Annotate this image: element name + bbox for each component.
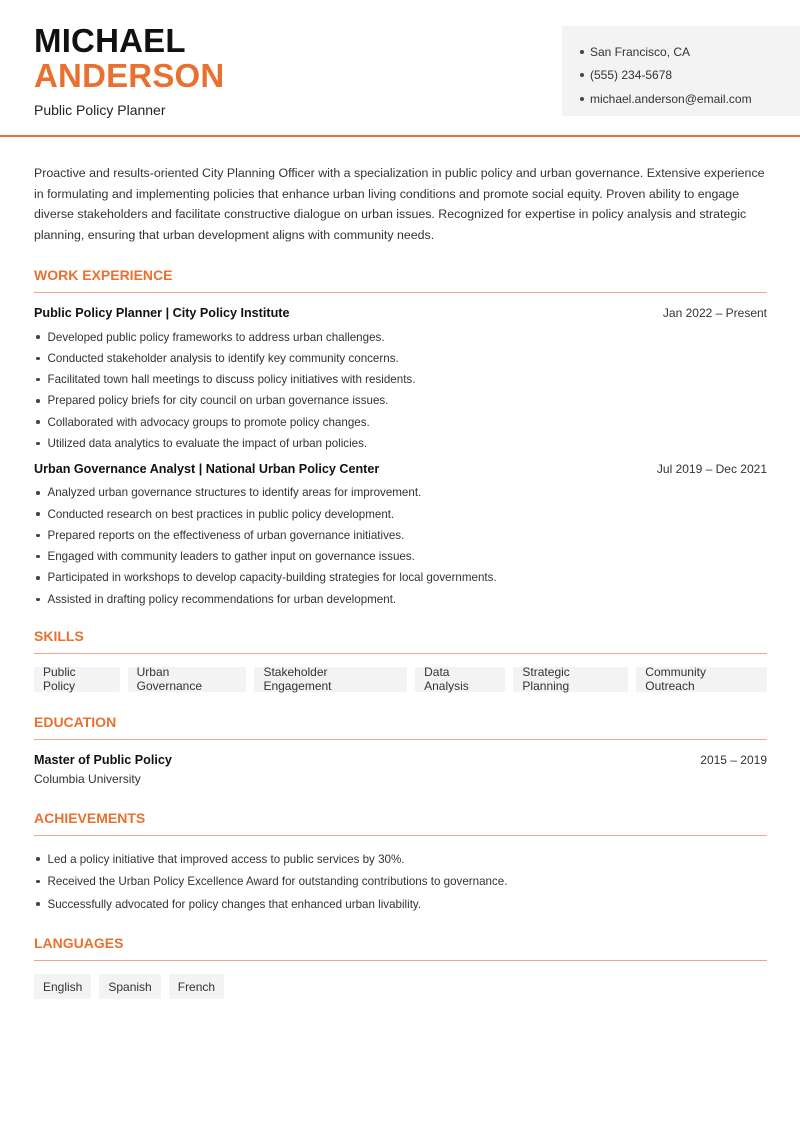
bullet-icon <box>36 598 40 602</box>
list-item <box>34 503 767 524</box>
bullet-icon <box>580 50 584 54</box>
contact-location <box>580 40 800 64</box>
email-text: michael.anderson@email.com <box>590 91 752 106</box>
language-tag: French <box>169 974 224 999</box>
bullet-text: Collaborated with advocacy groups to promote policy changes. <box>47 415 370 429</box>
skill-tag: Strategic Planning <box>513 667 628 692</box>
skill-tag: Urban Governance <box>128 667 247 692</box>
skill-tag: Public Policy <box>34 667 120 692</box>
bullet-text: Developed public policy frameworks to address urban challenges. <box>47 330 385 344</box>
bullet-icon <box>36 555 40 559</box>
bullet-icon <box>36 399 40 403</box>
resume-header <box>0 0 800 137</box>
bullet-icon <box>36 357 40 361</box>
job-role: Public Policy Planner | City Policy Institute <box>34 306 290 321</box>
list-item <box>34 525 767 546</box>
last-name: ANDERSON <box>34 57 225 94</box>
bullet-text: Analyzed urban governance structures to identify areas for improvement. <box>47 486 422 500</box>
bullet-text: Prepared policy briefs for city council on urban governance issues. <box>47 394 389 408</box>
achievement-text: Led a policy initiative that improved access to public services by 30%. <box>47 852 405 866</box>
skills-list <box>34 667 767 692</box>
list-item <box>34 412 767 433</box>
bullet-icon <box>36 534 40 538</box>
bullet-icon <box>36 491 40 495</box>
bullet-text: Conducted stakeholder analysis to identify key community concerns. <box>47 351 399 365</box>
bullet-icon <box>36 902 40 906</box>
languages-list <box>34 974 767 999</box>
bullet-icon <box>36 880 40 884</box>
section-title-achievements: ACHIEVEMENTS <box>34 810 767 836</box>
name-block <box>34 24 224 118</box>
list-item <box>34 546 767 567</box>
bullet-icon <box>36 576 40 580</box>
contact-email <box>580 87 800 111</box>
school: Columbia University <box>34 771 141 786</box>
section-title-skills: SKILLS <box>34 628 767 654</box>
bullet-icon <box>580 73 584 77</box>
job-bullets <box>34 482 767 610</box>
bullet-text: Facilitated town hall meetings to discuss policy initiatives with residents. <box>47 373 416 387</box>
summary: Proactive and results-oriented City Planning Officer with a specialization in public policy and urban governance. Extensive experience in formulating and implementing policies that enhance urban living conditions and promote social equity. Proven ability to engage diverse stakeholders and facilitate constructive dialogue on urban issues. Recognized for expertise in policy analysis and strategic planning, ensuring that urban development aligns with community needs. <box>34 166 765 242</box>
skill-tag: Stakeholder Engagement <box>254 667 407 692</box>
section-title-work: WORK EXPERIENCE <box>34 267 767 293</box>
education-entry <box>34 753 767 786</box>
contact-box <box>562 26 800 116</box>
bullet-icon <box>36 335 40 339</box>
phone-text: (555) 234-5678 <box>590 68 673 83</box>
bullet-text: Participated in workshops to develop capacity-building strategies for local governments. <box>47 571 497 585</box>
achievements-list <box>34 848 767 916</box>
list-item <box>34 893 767 916</box>
skill-tag: Data Analysis <box>415 667 505 692</box>
bullet-icon <box>36 420 40 424</box>
contact-phone <box>580 64 800 88</box>
job-dates: Jan 2022 – Present <box>662 306 767 321</box>
achievement-text: Received the Urban Policy Excellence Award for outstanding contributions to governance. <box>47 875 508 889</box>
list-item <box>34 482 767 503</box>
location-text: San Francisco, CA <box>590 44 691 59</box>
achievement-text: Successfully advocated for policy changes that enhanced urban livability. <box>47 897 422 911</box>
list-item <box>34 390 767 411</box>
resume-body <box>34 163 767 999</box>
job-title: Public Policy Planner <box>34 102 166 118</box>
job-role: Urban Governance Analyst | National Urban Policy Center <box>34 462 380 477</box>
bullet-text: Utilized data analytics to evaluate the impact of urban policies. <box>47 437 368 450</box>
bullet-text: Prepared reports on the effectiveness of urban governance initiatives. <box>47 528 405 542</box>
degree: Master of Public Policy <box>34 752 172 767</box>
list-item <box>34 326 767 347</box>
section-title-languages: LANGUAGES <box>34 935 767 961</box>
bullet-text: Engaged with community leaders to gather input on governance issues. <box>47 550 415 564</box>
list-item <box>34 369 767 390</box>
list-item <box>34 567 767 588</box>
list-item <box>34 348 767 369</box>
bullet-icon <box>36 512 40 516</box>
skill-tag: Community Outreach <box>636 667 767 692</box>
bullet-text: Conducted research on best practices in public policy development. <box>47 507 395 521</box>
job-dates: Jul 2019 – Dec 2021 <box>656 462 767 477</box>
bullet-icon <box>36 442 40 446</box>
list-item <box>34 433 767 454</box>
section-title-education: EDUCATION <box>34 714 767 740</box>
first-name: MICHAEL <box>34 22 186 59</box>
list-item <box>34 848 767 871</box>
job-entry <box>34 306 767 454</box>
education-dates: 2015 – 2019 <box>700 752 767 767</box>
bullet-icon <box>36 857 40 861</box>
list-item <box>34 589 767 610</box>
bullet-icon <box>580 97 584 101</box>
list-item <box>34 870 767 893</box>
bullet-icon <box>36 378 40 382</box>
job-bullets <box>34 326 767 454</box>
language-tag: English <box>34 974 91 999</box>
job-entry <box>34 462 767 610</box>
bullet-text: Assisted in drafting policy recommendations for urban development. <box>47 592 397 606</box>
language-tag: Spanish <box>99 974 160 999</box>
